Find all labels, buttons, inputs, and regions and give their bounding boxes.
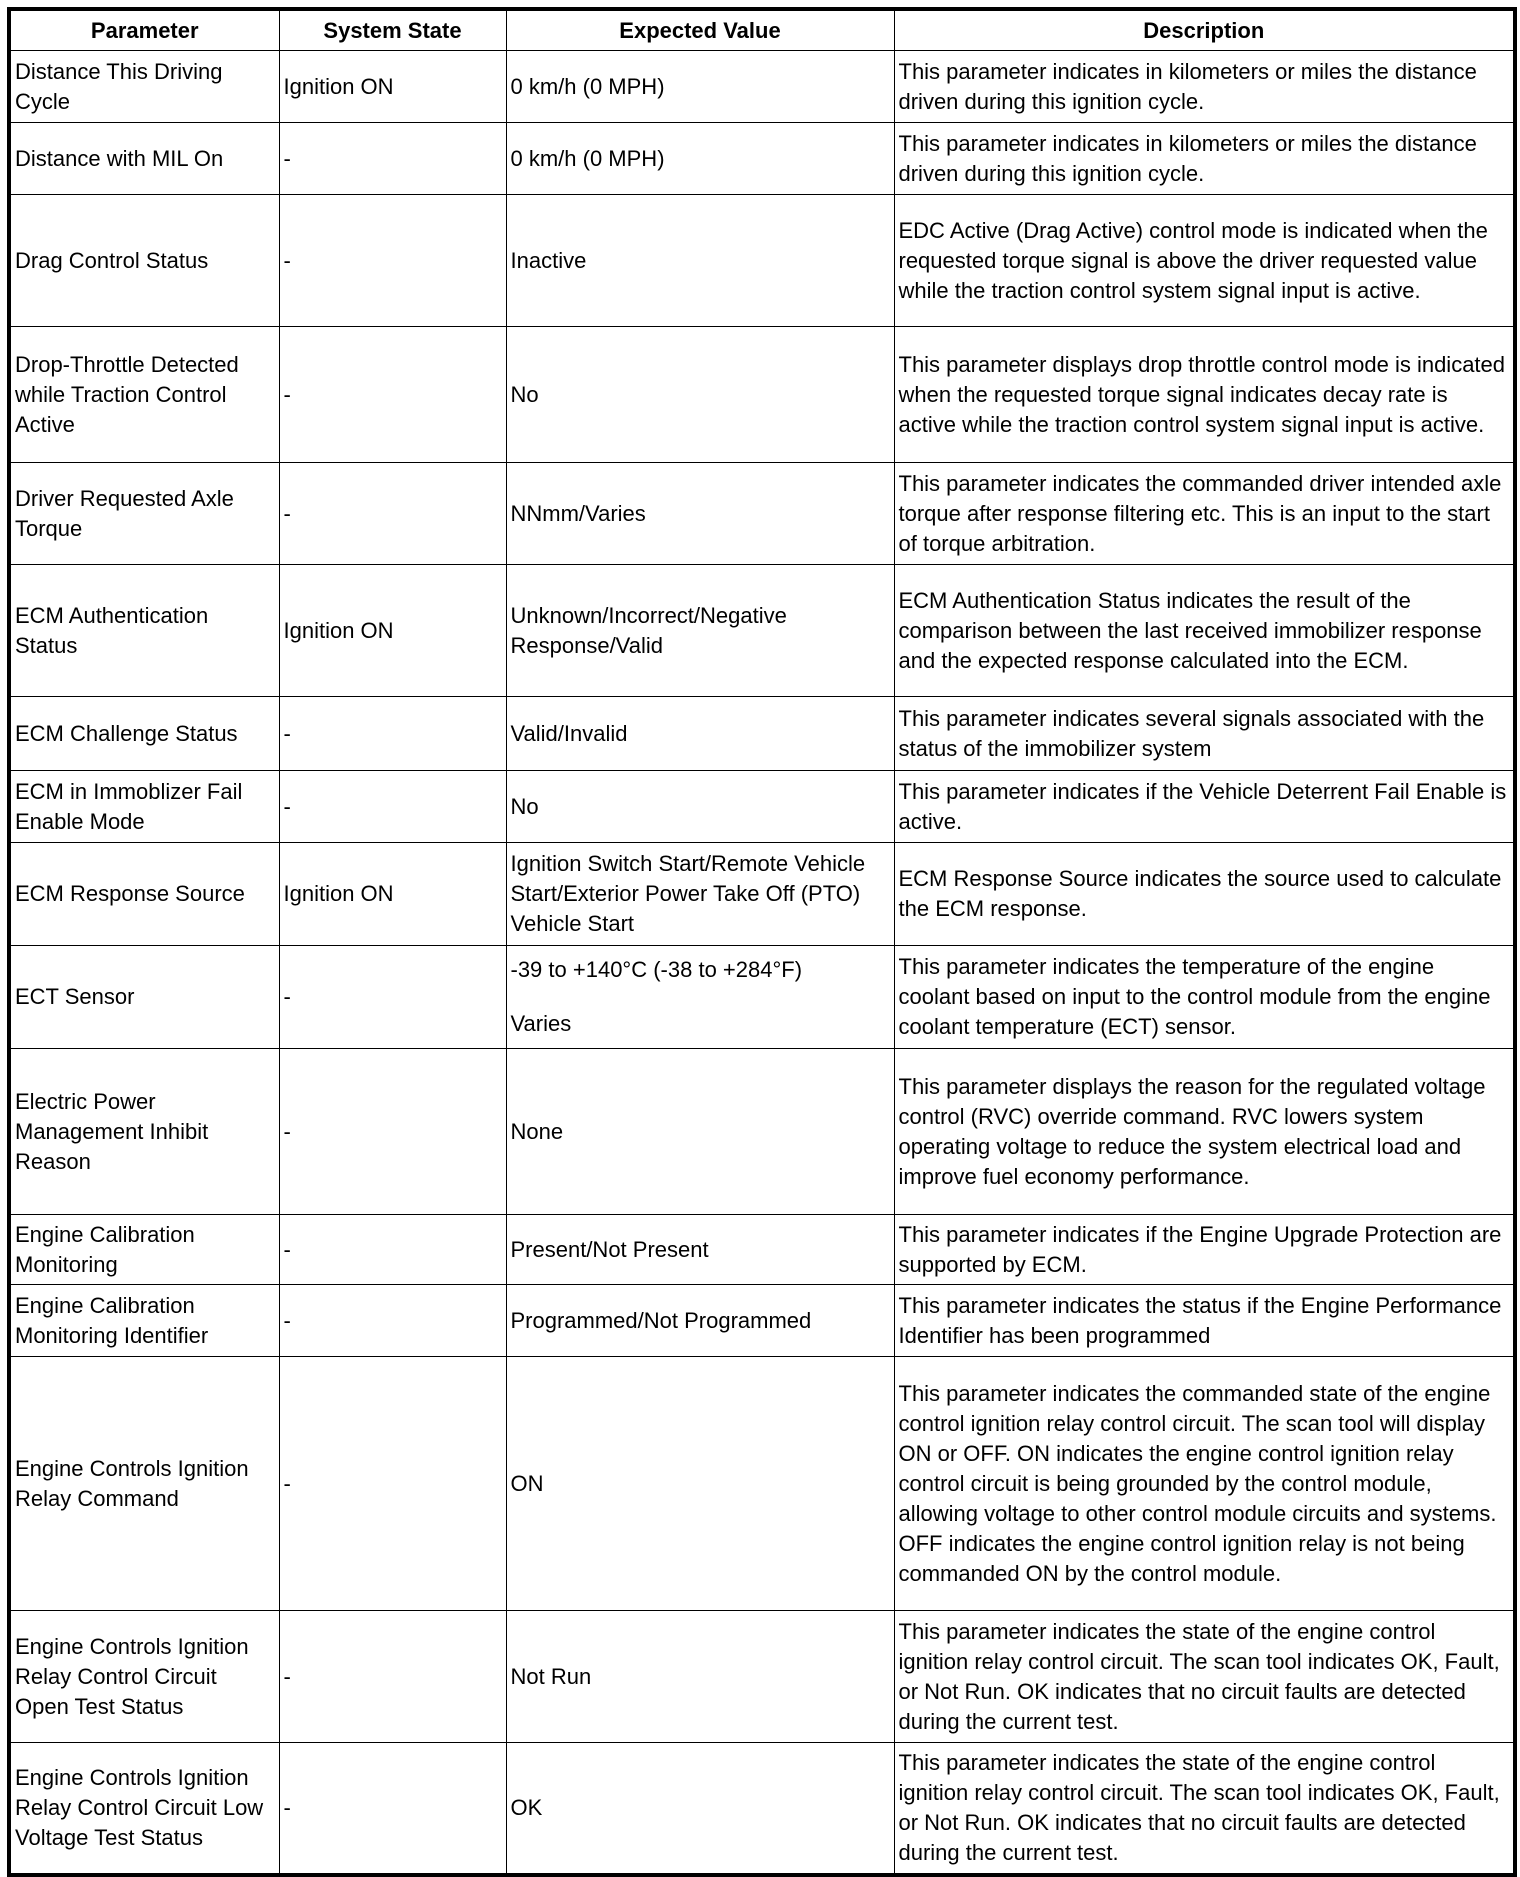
expected-value-cell: [506, 1357, 894, 1611]
expected-value-cell: [506, 327, 894, 463]
table-row: [9, 1611, 1515, 1743]
parameter-cell: Distance This Driving Cycle: [9, 51, 279, 123]
table-row: [9, 1215, 1515, 1285]
expected-value-line: Varies: [510, 1011, 572, 1036]
system-state-cell: -: [279, 946, 506, 1049]
parameter-cell: Engine Calibration Monitoring Identifier: [9, 1285, 279, 1357]
parameter-cell: Engine Calibration Monitoring: [9, 1215, 279, 1285]
expected-value-line: Valid/Invalid: [510, 720, 628, 746]
expected-value-cell: [506, 195, 894, 327]
expected-value-cell: [506, 1049, 894, 1215]
expected-value-line: ON: [510, 1470, 544, 1496]
description-cell: This parameter indicates the commanded driver intended axle torque after response filtering etc. This is an input to the start of torque arbitration.: [894, 463, 1515, 565]
expected-value-line: Ignition Switch Start/Remote Vehicle Start/Exterior Power Take Off (PTO) Vehicle Start: [510, 851, 866, 936]
expected-value-cell: [506, 463, 894, 565]
system-state-cell: -: [279, 771, 506, 843]
system-state-cell: -: [279, 1611, 506, 1743]
description-cell: This parameter indicates the state of the engine control ignition relay control circuit. The scan tool indicates OK, Fault, or Not Run. OK indicates that no circuit faults are detected during the current test.: [894, 1611, 1515, 1743]
description-cell: This parameter indicates the state of the engine control ignition relay control circuit. The scan tool indicates OK, Fault, or Not Run. OK indicates that no circuit faults are detected during the current test.: [894, 1743, 1515, 1875]
header-expected-value: Expected Value: [506, 9, 894, 51]
expected-value-line: No: [510, 793, 539, 819]
parameter-cell: ECM in Immoblizer Fail Enable Mode: [9, 771, 279, 843]
table-row: [9, 51, 1515, 123]
table-body: [9, 51, 1515, 1875]
description-cell: This parameter indicates several signals associated with the status of the immobilizer system: [894, 697, 1515, 771]
header-system-state: System State: [279, 9, 506, 51]
system-state-cell: -: [279, 195, 506, 327]
parameter-table: [7, 7, 1517, 1877]
table-row: [9, 1285, 1515, 1357]
parameter-cell: Drop-Throttle Detected while Traction Control Active: [9, 327, 279, 463]
expected-value-cell: [506, 1743, 894, 1875]
expected-value-line: Inactive: [510, 247, 587, 273]
table-row: [9, 1049, 1515, 1215]
system-state-cell: -: [279, 1285, 506, 1357]
table-row: [9, 463, 1515, 565]
expected-value-line: Programmed/Not Programmed: [510, 1307, 812, 1333]
expected-value-cell: [506, 1611, 894, 1743]
parameter-cell: Engine Controls Ignition Relay Command: [9, 1357, 279, 1611]
parameter-cell: Distance with MIL On: [9, 123, 279, 195]
parameter-cell: ECM Challenge Status: [9, 697, 279, 771]
description-cell: This parameter indicates the commanded state of the engine control ignition relay control circuit. The scan tool will display ON or OFF. ON indicates the engine control ignition relay control circuit is being grounded by the control module, allowing voltage to other control module circuits and systems. OFF indicates the engine control ignition relay is not being commanded ON by the control module.: [894, 1357, 1515, 1611]
description-cell: This parameter indicates if the Engine Upgrade Protection are supported by ECM.: [894, 1215, 1515, 1285]
expected-value-cell: [506, 946, 894, 1049]
expected-value-cell: [506, 1285, 894, 1357]
system-state-cell: -: [279, 1215, 506, 1285]
description-cell: This parameter indicates if the Vehicle Deterrent Fail Enable is active.: [894, 771, 1515, 843]
system-state-cell: -: [279, 1049, 506, 1215]
expected-value-cell: [506, 697, 894, 771]
system-state-cell: -: [279, 697, 506, 771]
parameter-cell: ECM Authentication Status: [9, 565, 279, 697]
expected-value-line: 0 km/h (0 MPH): [510, 73, 665, 99]
system-state-cell: Ignition ON: [279, 51, 506, 123]
header-row: [9, 9, 1515, 51]
description-cell: ECM Authentication Status indicates the result of the comparison between the last received immobilizer response and the expected response calculated into the ECM.: [894, 565, 1515, 697]
table-row: [9, 327, 1515, 463]
system-state-cell: -: [279, 123, 506, 195]
expected-value-cell: [506, 1215, 894, 1285]
description-cell: ECM Response Source indicates the source used to calculate the ECM response.: [894, 843, 1515, 946]
expected-value-line: No: [510, 381, 539, 407]
system-state-cell: -: [279, 327, 506, 463]
expected-value-cell: [506, 565, 894, 697]
parameter-cell: Engine Controls Ignition Relay Control Circuit Low Voltage Test Status: [9, 1743, 279, 1875]
expected-value-line: -39 to +140°C (-38 to +284°F): [510, 957, 803, 982]
header-parameter: Parameter: [9, 9, 279, 51]
system-state-cell: -: [279, 1743, 506, 1875]
system-state-cell: Ignition ON: [279, 843, 506, 946]
parameter-cell: ECM Response Source: [9, 843, 279, 946]
table-row: [9, 195, 1515, 327]
parameter-cell: Engine Controls Ignition Relay Control Circuit Open Test Status: [9, 1611, 279, 1743]
system-state-cell: -: [279, 463, 506, 565]
expected-value-line: Not Run: [510, 1663, 592, 1689]
expected-value-line: NNmm/Varies: [510, 500, 646, 526]
parameter-cell: Driver Requested Axle Torque: [9, 463, 279, 565]
expected-value-line: OK: [510, 1794, 543, 1820]
parameter-cell: Drag Control Status: [9, 195, 279, 327]
expected-value-line: Unknown/Incorrect/Negative Response/Valid: [510, 602, 787, 658]
table-row: [9, 1743, 1515, 1875]
parameter-cell: Electric Power Management Inhibit Reason: [9, 1049, 279, 1215]
expected-value-line: Present/Not Present: [510, 1236, 709, 1262]
expected-value-cell: [506, 123, 894, 195]
expected-value-cell: [506, 843, 894, 946]
description-cell: This parameter displays drop throttle control mode is indicated when the requested torque signal indicates decay rate is active while the traction control system signal input is active.: [894, 327, 1515, 463]
system-state-cell: Ignition ON: [279, 565, 506, 697]
description-cell: This parameter indicates the status if the Engine Performance Identifier has been programmed: [894, 1285, 1515, 1357]
parameter-cell: ECT Sensor: [9, 946, 279, 1049]
description-cell: This parameter indicates in kilometers or miles the distance driven during this ignition cycle.: [894, 51, 1515, 123]
header-description: Description: [894, 9, 1515, 51]
description-cell: This parameter indicates in kilometers or miles the distance driven during this ignition cycle.: [894, 123, 1515, 195]
expected-value-line: None: [510, 1118, 564, 1144]
description-cell: This parameter indicates the temperature of the engine coolant based on input to the control module from the engine coolant temperature (ECT) sensor.: [894, 946, 1515, 1049]
expected-value-cell: [506, 51, 894, 123]
table-row: [9, 946, 1515, 1049]
description-cell: EDC Active (Drag Active) control mode is indicated when the requested torque signal is above the driver requested value while the traction control system signal input is active.: [894, 195, 1515, 327]
table-row: [9, 843, 1515, 946]
description-cell: This parameter displays the reason for the regulated voltage control (RVC) override command. RVC lowers system operating voltage to reduce the system electrical load and improve fuel economy performance.: [894, 1049, 1515, 1215]
table-row: [9, 565, 1515, 697]
table-row: [9, 697, 1515, 771]
table-row: [9, 771, 1515, 843]
expected-value-line: 0 km/h (0 MPH): [510, 145, 665, 171]
system-state-cell: -: [279, 1357, 506, 1611]
expected-value-cell: [506, 771, 894, 843]
table-row: [9, 1357, 1515, 1611]
table-row: [9, 123, 1515, 195]
